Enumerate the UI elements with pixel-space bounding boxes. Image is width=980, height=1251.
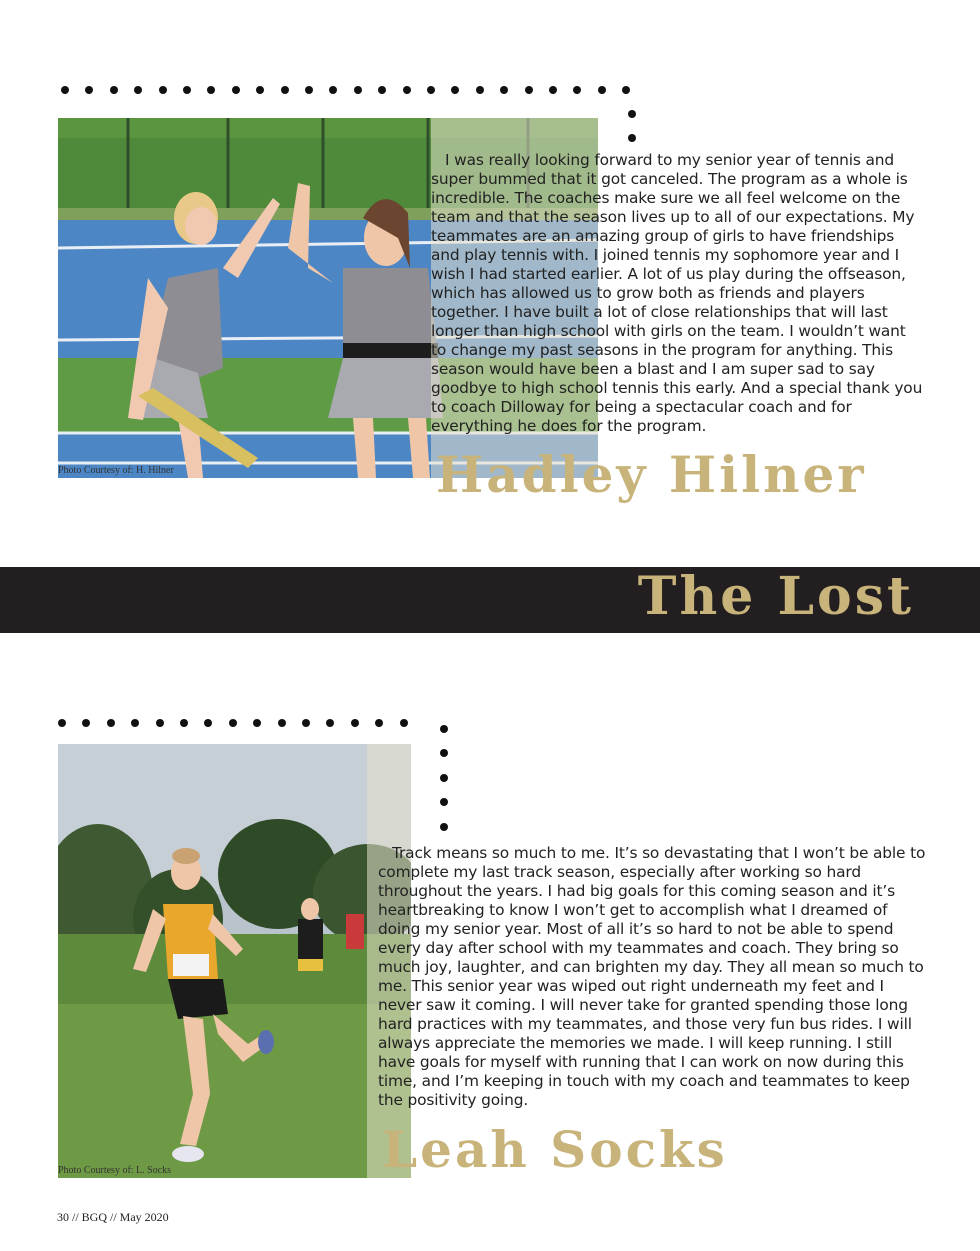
decorative-dot xyxy=(232,86,240,94)
decorative-dot xyxy=(403,86,411,94)
decorative-dot xyxy=(131,719,139,727)
quote-text: I was really looking forward to my senior year of tennis and super bummed that it got canceled. The program as a whole is incredible. The coaches make sure we all feel welcome on the team and that the season lives up to all of our expectations. My teammates are an amazing group of girls to have friendships and play tennis with. I joined tennis my sophomore year and I wish I had started earlier. A lot of us play during the offseason, which has allowed us to grow both as friends and players together. I have built a lot of close relationships that will last longer than high school with girls on the team. I wouldn’t want to change my past seasons in the program for anything. This season would have been a blast and I am super sad to say goodbye to high school tennis this early. And a special thank you to coach Dilloway for being a spectacular coach and for everything he does for the program. xyxy=(431,151,923,435)
decorative-dot xyxy=(549,86,557,94)
decorative-dot xyxy=(375,719,383,727)
decorative-dot xyxy=(440,749,448,757)
decorative-dot xyxy=(82,719,90,727)
decorative-dot xyxy=(400,719,408,727)
decorative-dot xyxy=(156,719,164,727)
decorative-dot xyxy=(573,86,581,94)
decorative-dot xyxy=(110,86,118,94)
athlete-name: Hadley Hilner xyxy=(436,445,867,504)
runner-photo xyxy=(58,744,411,1178)
page-footer: 30 // BGQ // May 2020 xyxy=(57,1210,169,1224)
decorative-dot xyxy=(302,719,310,727)
decorative-dot xyxy=(183,86,191,94)
decorative-dot xyxy=(628,110,636,118)
band-title: The Lost xyxy=(637,566,914,627)
decorative-dot xyxy=(476,86,484,94)
athlete-name: Leah Socks xyxy=(382,1120,728,1179)
decorative-dot xyxy=(207,86,215,94)
decorative-dot xyxy=(61,86,69,94)
decorative-dot xyxy=(107,719,115,727)
photo-credit: Photo Courtesy of: H. Hilner xyxy=(58,465,174,476)
decorative-dot xyxy=(278,719,286,727)
decorative-dot xyxy=(134,86,142,94)
decorative-dot xyxy=(256,86,264,94)
decorative-dot xyxy=(440,774,448,782)
decorative-dot xyxy=(281,86,289,94)
decorative-dot xyxy=(628,134,636,142)
decorative-dot xyxy=(204,719,212,727)
decorative-dot xyxy=(440,725,448,733)
decorative-dot xyxy=(326,719,334,727)
decorative-dot xyxy=(159,86,167,94)
decorative-dot xyxy=(427,86,435,94)
decorative-dot xyxy=(378,86,386,94)
decorative-dot xyxy=(180,719,188,727)
decorative-dot xyxy=(85,86,93,94)
decorative-dot xyxy=(622,86,630,94)
decorative-dot xyxy=(229,719,237,727)
photo-credit: Photo Courtesy of: L. Socks xyxy=(58,1165,172,1176)
decorative-dot xyxy=(351,719,359,727)
decorative-dot xyxy=(451,86,459,94)
cross-country-runner-photo-icon xyxy=(58,744,411,1178)
title-band xyxy=(0,567,980,633)
decorative-dot xyxy=(329,86,337,94)
decorative-dot xyxy=(500,86,508,94)
decorative-dot xyxy=(354,86,362,94)
decorative-dot xyxy=(440,798,448,806)
decorative-dot xyxy=(58,719,66,727)
decorative-dot xyxy=(253,719,261,727)
decorative-dot xyxy=(305,86,313,94)
decorative-dot xyxy=(525,86,533,94)
decorative-dot xyxy=(598,86,606,94)
decorative-dot xyxy=(440,823,448,831)
quote-text: Track means so much to me. It’s so devastating that I won’t be able to complete my last track season, especially after working so hard throughout the years. I had big goals for this coming season and it’s heartbreaking to know I won’t get to accomplish what I dreamed of doing my senior year. Most of all it’s so hard to not be able to spend every day after school with my teammates and coach. They bring so much joy, laughter, and can brighten my day. They all mean so much to me. This senior year was wiped out right underneath my feet and I never saw it coming. I will never take for granted spending those long hard practices with my teammates, and those very fun bus rides. I will always appreciate the memories we made. I will keep running. I still have goals for myself with running that I can work on now during this time, and I’m keeping in touch with my coach and teammates to keep the positivity going. xyxy=(378,844,926,1109)
